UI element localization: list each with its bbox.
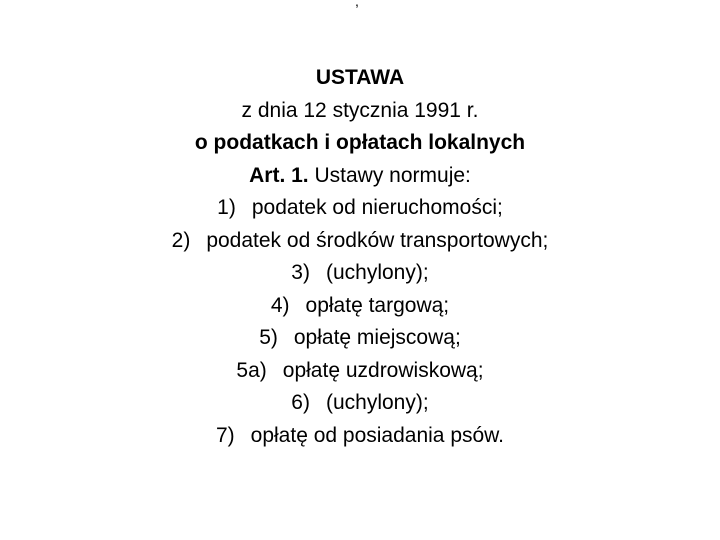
list-item-text: opłatę uzdrowiskową; bbox=[282, 358, 484, 382]
list-item-text: (uchylony); bbox=[325, 261, 429, 284]
article-label: Art. 1. bbox=[249, 163, 309, 187]
list-item-text: opłatę od posiadania psów. bbox=[250, 423, 505, 447]
document-date: z dnia 12 stycznia 1991 r. bbox=[241, 98, 479, 122]
list-item bbox=[0, 322, 720, 355]
list-item bbox=[0, 290, 720, 323]
list-item-number: 4) bbox=[270, 293, 290, 317]
list-item-text: opłatę targową; bbox=[305, 293, 450, 317]
list-item bbox=[0, 257, 720, 290]
list-item bbox=[0, 387, 720, 420]
top-mark: , bbox=[355, 0, 359, 9]
list-item-text: podatek od środków transportowych; bbox=[206, 228, 549, 252]
list-item-number: 1) bbox=[217, 196, 236, 219]
list-item-text: opłatę miejscową; bbox=[293, 326, 461, 349]
list-item-text: (uchylony); bbox=[325, 391, 429, 414]
article-heading bbox=[0, 160, 720, 193]
list-item-number: 2) bbox=[171, 228, 191, 252]
list-item bbox=[0, 420, 720, 453]
list-item bbox=[0, 355, 720, 388]
list-item-number: 7) bbox=[215, 423, 235, 447]
list-item bbox=[0, 225, 720, 258]
list-item-number: 5) bbox=[259, 326, 278, 349]
list-item bbox=[0, 192, 720, 225]
list-item-text: podatek od nieruchomości; bbox=[251, 196, 503, 219]
list-item-number: 3) bbox=[291, 261, 310, 284]
list-item-number: 6) bbox=[291, 391, 310, 414]
document-body bbox=[0, 62, 720, 452]
list-item-number: 5a) bbox=[236, 358, 267, 382]
article-text: Ustawy normuje: bbox=[314, 163, 471, 187]
document-title: USTAWA bbox=[315, 66, 405, 89]
document-subject: o podatkach i opłatach lokalnych bbox=[194, 131, 526, 154]
